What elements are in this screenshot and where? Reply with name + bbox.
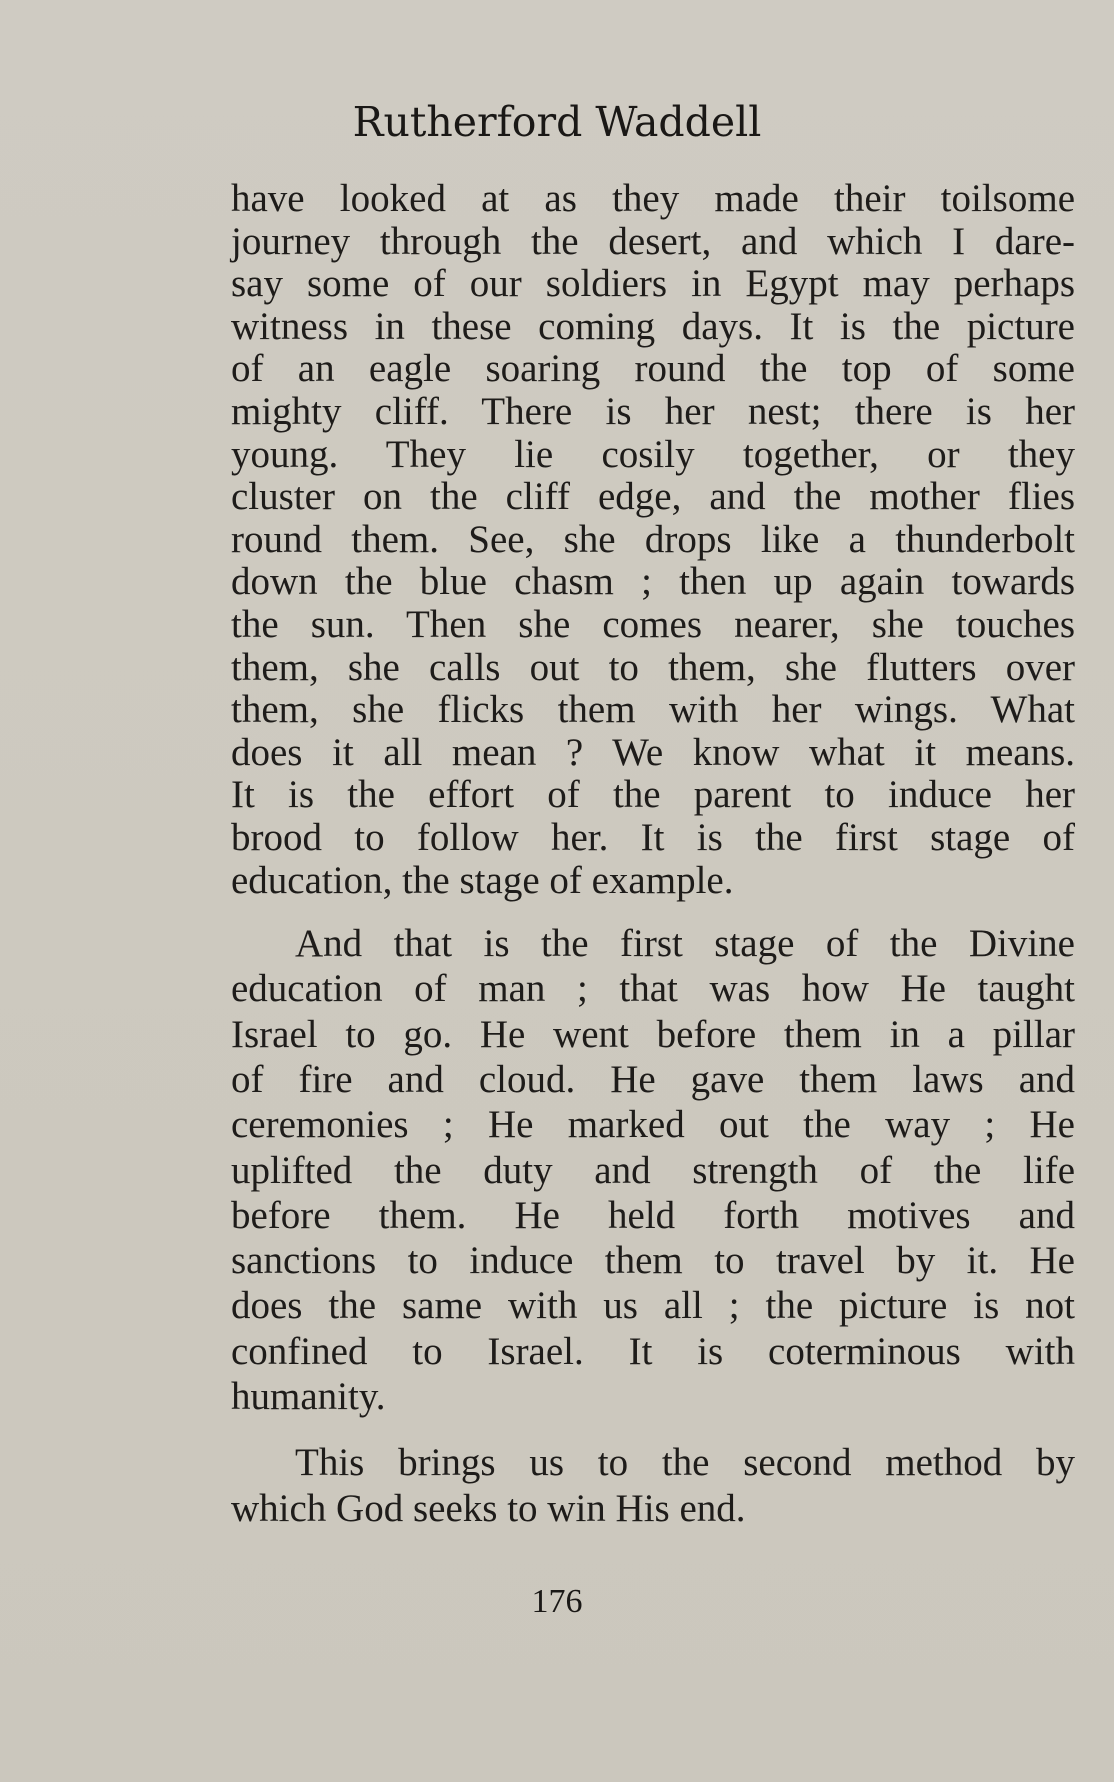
text-line: which God seeks to win His end. xyxy=(231,1486,746,1530)
paragraph-gap xyxy=(231,902,1075,923)
text-line: brood to follow her. It is the first stage of xyxy=(231,815,1075,859)
text-line: humanity. xyxy=(231,1375,386,1419)
page-number: 176 xyxy=(531,1583,583,1620)
text-line: have looked at as they made their toilsome xyxy=(231,177,1075,220)
text-line: And that is the first stage of the Divine xyxy=(295,922,1075,966)
text-line: the sun. Then she comes nearer, she touches xyxy=(231,602,1075,646)
text-line: witness in these coming days. It is the picture xyxy=(231,304,1075,348)
text-line: education, the stage of example. xyxy=(231,858,734,902)
paragraph-3 xyxy=(231,1442,1075,1533)
text-line: mighty cliff. There is her nest; there is her xyxy=(231,389,1075,433)
body-text xyxy=(231,178,1075,1533)
text-line: them, she flicks them with her wings. What xyxy=(231,688,1075,732)
running-head: Rutherford Waddell xyxy=(352,98,762,146)
text-line: sanctions to induce them to travel by it. He xyxy=(231,1239,1075,1283)
text-line: ceremonies ; He marked out the way ; He xyxy=(231,1103,1075,1147)
text-line: young. They lie cosily together, or they xyxy=(231,432,1075,476)
text-line: does it all mean ? We know what it means. xyxy=(231,730,1075,774)
paragraph-1 xyxy=(231,178,1075,902)
text-line: confined to Israel. It is coterminous with xyxy=(231,1329,1075,1373)
text-line: It is the effort of the parent to induce her xyxy=(231,773,1075,817)
text-line: education of man ; that was how He taught xyxy=(231,967,1075,1011)
text-line: down the blue chasm ; then up again towards xyxy=(231,560,1075,604)
text-line: uplifted the duty and strength of the life xyxy=(231,1148,1075,1192)
text-line: This brings us to the second method by xyxy=(295,1441,1075,1485)
text-line: cluster on the cliff edge, and the mother flies xyxy=(231,475,1075,519)
paragraph-2 xyxy=(231,923,1075,1421)
text-line: them, she calls out to them, she flutters over xyxy=(231,645,1075,689)
text-line: does the same with us all ; the picture is not xyxy=(231,1284,1075,1328)
text-line: before them. He held forth motives and xyxy=(231,1193,1075,1237)
text-line: say some of our soldiers in Egypt may perhaps xyxy=(231,262,1075,306)
text-line: of an eagle soaring round the top of some xyxy=(231,347,1075,391)
text-line: round them. See, she drops like a thunderbolt xyxy=(231,517,1075,561)
text-line: of fire and cloud. He gave them laws and xyxy=(231,1057,1075,1101)
text-line: journey through the desert, and which I dare- xyxy=(231,219,1075,263)
text-line: Israel to go. He went before them in a pillar xyxy=(231,1012,1075,1056)
paragraph-gap xyxy=(231,1421,1075,1442)
